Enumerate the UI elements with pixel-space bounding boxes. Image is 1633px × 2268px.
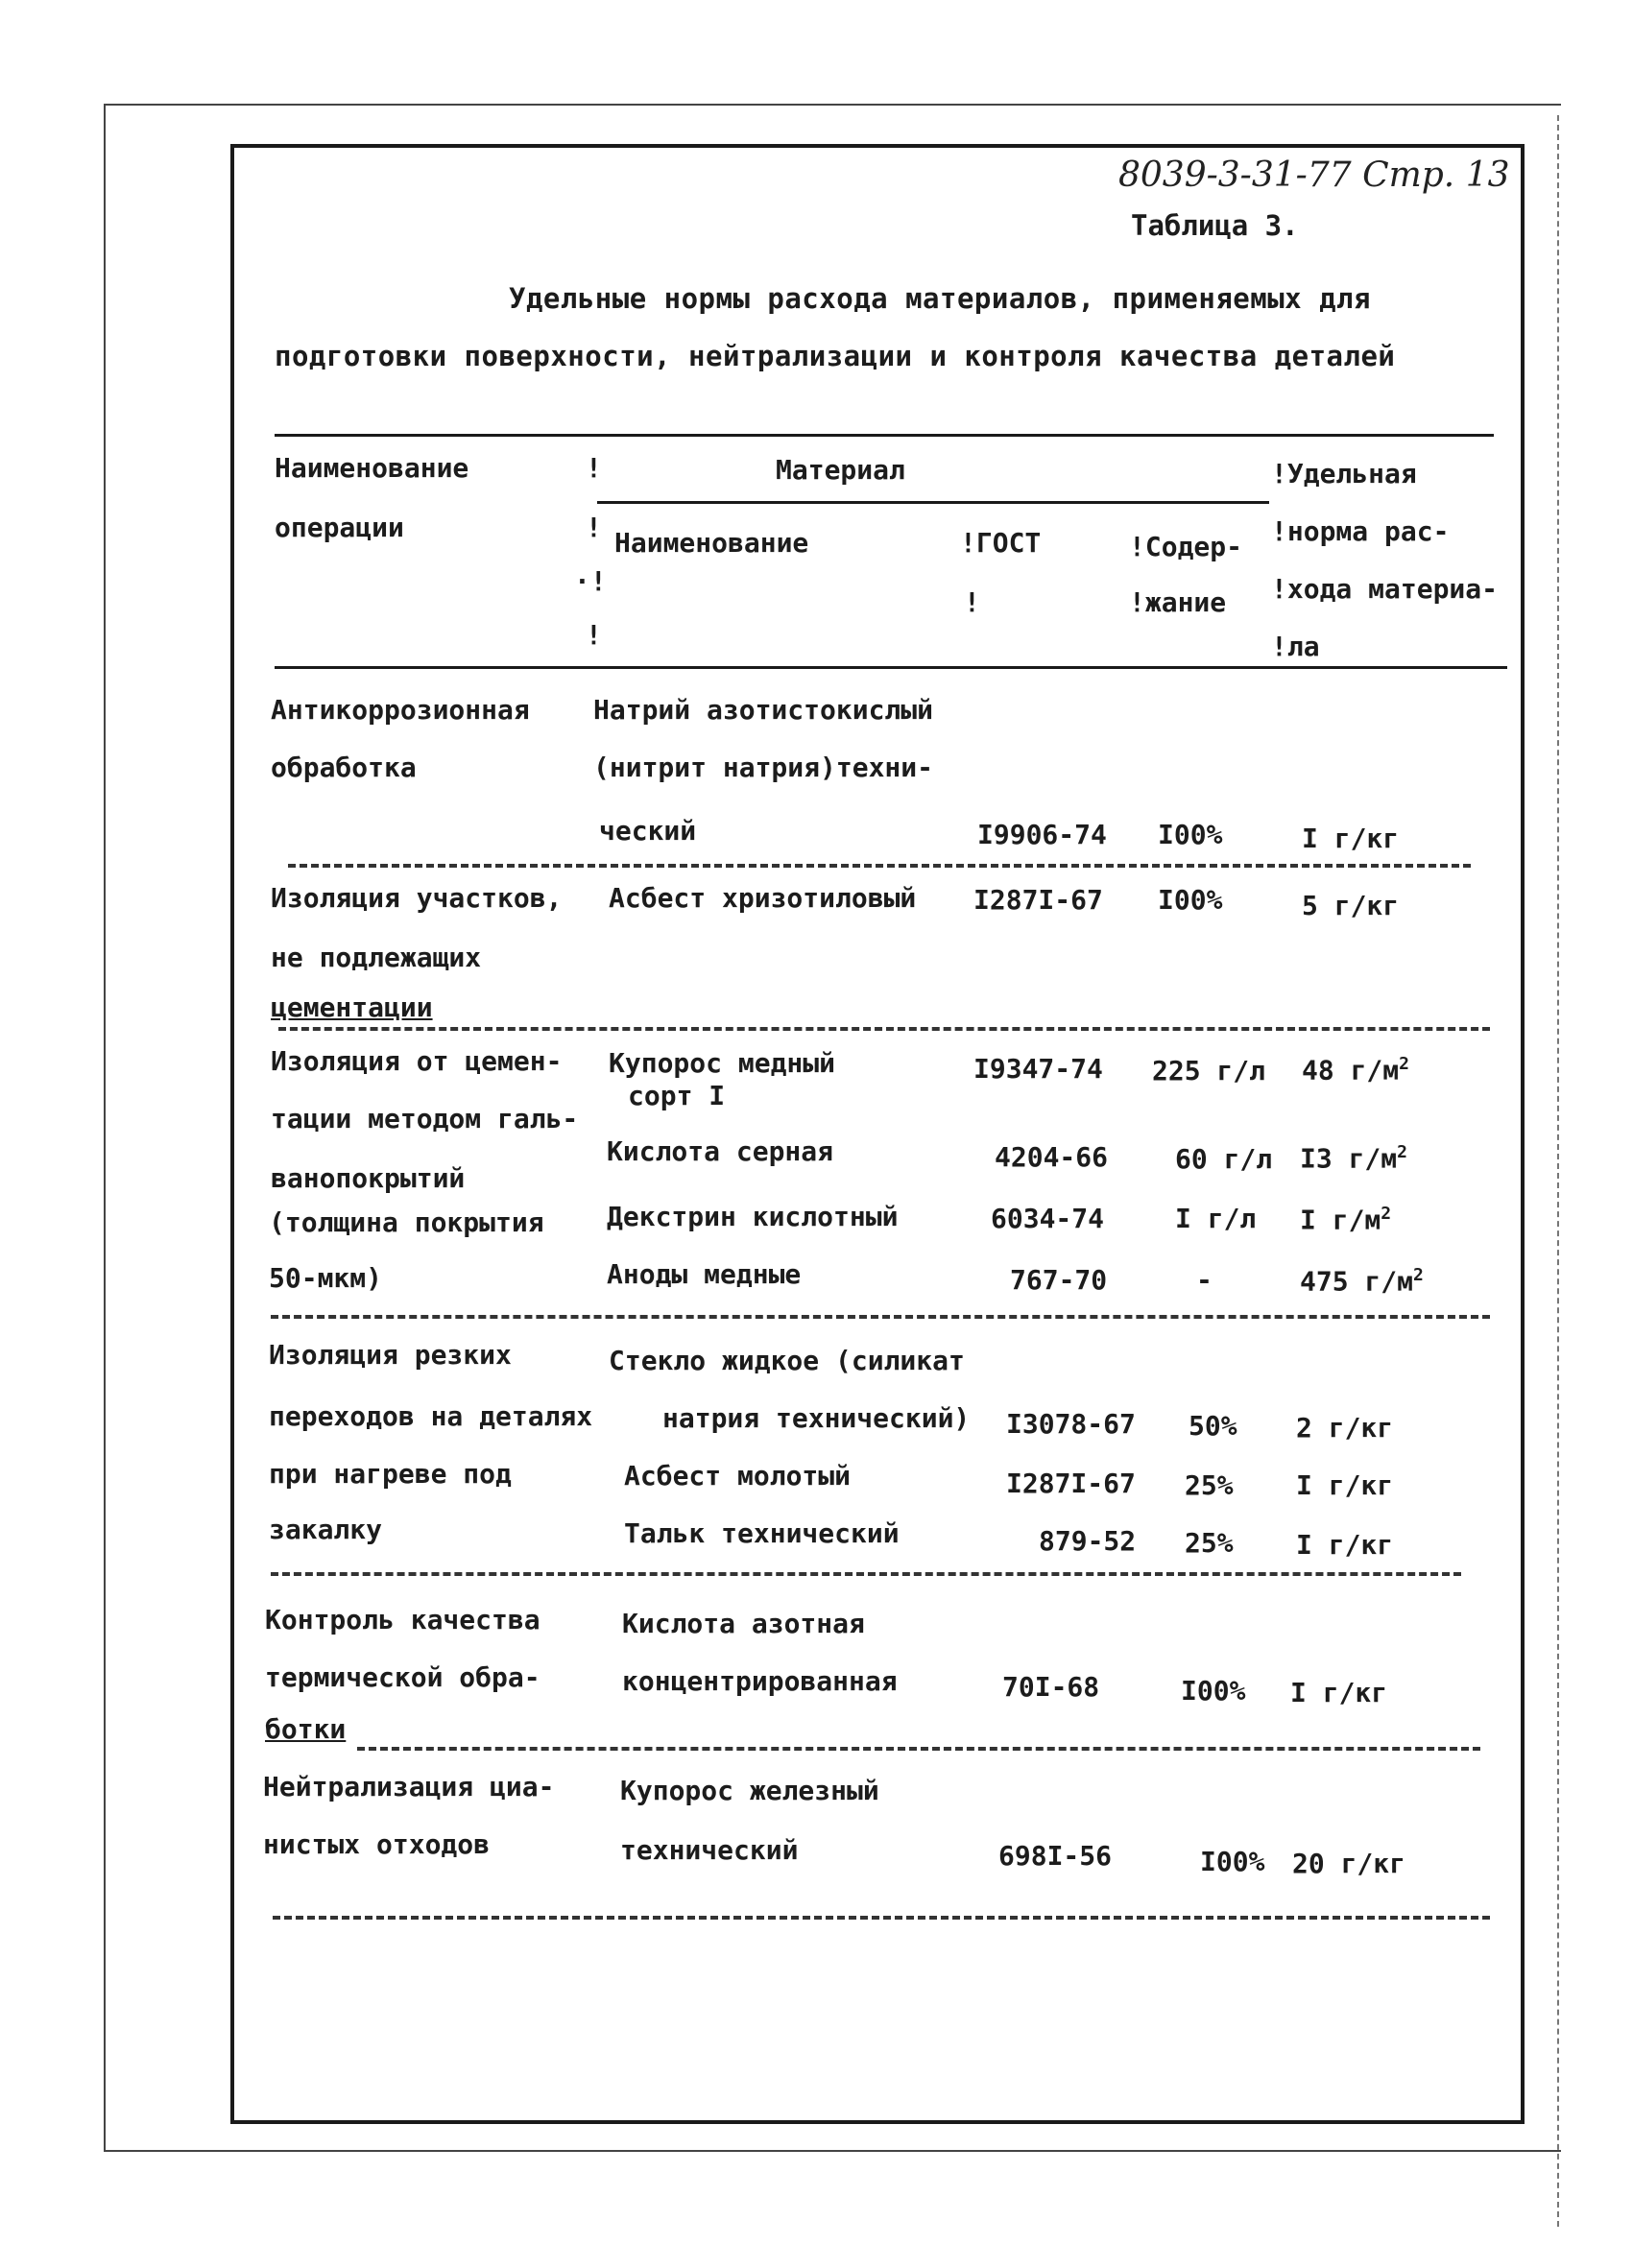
row5-norm: I г/кг (1290, 1677, 1388, 1708)
row4-gost: I287I-67 (1006, 1468, 1136, 1499)
row6-material: технический (620, 1834, 799, 1866)
header-operation-line-2: операции (275, 512, 404, 543)
row3-material: Аноды медные (607, 1258, 802, 1290)
row4-operation: переходов на деталях (269, 1400, 593, 1432)
row3-operation: тации методом галь- (271, 1103, 579, 1134)
row4-content: 50% (1189, 1410, 1237, 1442)
row3-gost: 767-70 (1010, 1264, 1108, 1296)
row3-gost: 6034-74 (991, 1203, 1105, 1234)
row3-norm: I3 $г/м^2$ (1300, 1142, 1407, 1175)
row1-material: Натрий азотистокислый (593, 694, 934, 726)
table-number: Таблица 3. (1131, 209, 1299, 242)
row1-operation: обработка (271, 752, 417, 783)
row3-gost: I9347-74 (973, 1053, 1103, 1085)
row3-material: Декстрин кислотный (607, 1201, 899, 1232)
row4-norm: 2 г/кг (1296, 1412, 1394, 1444)
row4-material: Асбест молотый (624, 1460, 852, 1492)
row3-operation: ванопокрытий (271, 1162, 466, 1194)
row4-material: натрия технический) (662, 1402, 971, 1434)
row1-material: (нитрит натрия)техни- (593, 752, 934, 783)
row1-operation: Антикоррозионная (271, 694, 530, 726)
header-gost: !ГОСТ (960, 527, 1042, 559)
row6-operation: Нейтрализация циа- (263, 1771, 555, 1802)
table-title-line-1: Удельные нормы расхода материалов, применяемых для (509, 282, 1371, 315)
header-norm-line-1: !Удельная (1271, 458, 1417, 489)
header-norm-line-4: !ла (1271, 631, 1320, 662)
row3-operation: 50-мкм) (269, 1262, 383, 1294)
row3-gost: 4204-66 (995, 1141, 1109, 1173)
row1-content: I00% (1158, 819, 1223, 850)
row5-gost: 70I-68 (1002, 1671, 1100, 1703)
row4-operation: Изоляция резких (269, 1339, 512, 1371)
header-separator: ! (586, 619, 602, 651)
row1-norm: I г/кг (1302, 823, 1400, 854)
row3-material: Кислота серная (607, 1135, 834, 1167)
row2-content: I00% (1158, 884, 1223, 916)
row-divider (271, 1315, 1490, 1319)
document-code: 8039-3-31-77 Стр. 13 (1118, 155, 1510, 195)
header-operation-line-1: Наименование (275, 452, 469, 484)
row5-operation: термической обра- (265, 1661, 540, 1693)
header-bottom-rule (275, 666, 1507, 669)
header-top-rule (275, 434, 1494, 437)
row1-gost: I9906-74 (977, 819, 1107, 850)
page-edge-mark (1557, 115, 1559, 2227)
row-divider (278, 1027, 1490, 1031)
row6-operation: нистых отходов (263, 1828, 491, 1860)
row4-material: Тальк технический (624, 1517, 900, 1549)
row4-material: Стекло жидкое (силикат (609, 1345, 965, 1376)
header-norm-line-2: !норма рас- (1271, 515, 1450, 547)
row4-gost: 879-52 (1039, 1525, 1137, 1557)
header-material-name: Наименование (614, 527, 809, 559)
header-separator: ! (586, 512, 602, 543)
row6-gost: 698I-56 (998, 1840, 1113, 1872)
row3-content: 60 г/л (1175, 1143, 1273, 1175)
header-separator: ! (586, 452, 602, 484)
row3-content: - (1196, 1264, 1213, 1296)
table-bottom-divider (273, 1916, 1490, 1920)
header-content-line-1: !Содер- (1129, 531, 1243, 562)
row2-operation: не подлежащих (271, 942, 482, 973)
row4-operation: закалку (269, 1514, 383, 1545)
row6-norm: 20 г/кг (1292, 1848, 1406, 1879)
row5-operation: ботки (265, 1713, 347, 1745)
row4-content: 25% (1185, 1469, 1234, 1501)
row3-norm: 475 $г/м^2$ (1300, 1265, 1424, 1298)
row1-material: ческий (599, 815, 697, 847)
row5-operation: Контроль качества (265, 1604, 540, 1635)
row-divider (288, 864, 1471, 868)
row3-content: I г/л (1175, 1203, 1257, 1234)
row5-material: Кислота азотная (622, 1608, 865, 1639)
row2-norm: 5 г/кг (1302, 890, 1400, 921)
row2-material: Асбест хризотиловый (609, 882, 917, 914)
row2-gost: I287I-67 (973, 884, 1103, 916)
header-separator: ! (964, 586, 980, 618)
row3-norm: I $г/м^2$ (1300, 1204, 1392, 1236)
row-divider (271, 1572, 1461, 1576)
row6-material: Купорос железный (620, 1775, 879, 1806)
row4-norm: I г/кг (1296, 1529, 1394, 1561)
row6-content: I00% (1200, 1846, 1265, 1877)
row4-gost: I3078-67 (1006, 1408, 1136, 1440)
table-title-line-2: подготовки поверхности, нейтрализации и контроля качества деталей (275, 340, 1396, 372)
header-separator: ·! (574, 565, 607, 597)
header-norm-line-3: !хода материа- (1271, 573, 1499, 605)
row4-content: 25% (1185, 1527, 1234, 1559)
row3-operation: (толщина покрытия (269, 1206, 544, 1238)
row-divider (357, 1747, 1480, 1751)
row3-norm: 48 $г/м^2$ (1302, 1054, 1409, 1086)
row5-content: I00% (1181, 1675, 1246, 1707)
row4-operation: при нагреве под (269, 1458, 512, 1490)
header-content-line-2: !жание (1129, 586, 1227, 618)
row2-operation: Изоляция участков, (271, 882, 563, 914)
row3-material: сорт I (628, 1080, 726, 1111)
row2-operation: цементации (271, 991, 433, 1023)
header-material: Материал (776, 454, 905, 486)
material-sub-rule (597, 501, 1269, 504)
row3-content: 225 г/л (1152, 1055, 1266, 1086)
row3-material: Купорос медный (609, 1047, 836, 1079)
row5-material: концентрированная (622, 1665, 898, 1697)
row3-operation: Изоляция от цемен- (271, 1045, 563, 1077)
row4-norm: I г/кг (1296, 1469, 1394, 1501)
